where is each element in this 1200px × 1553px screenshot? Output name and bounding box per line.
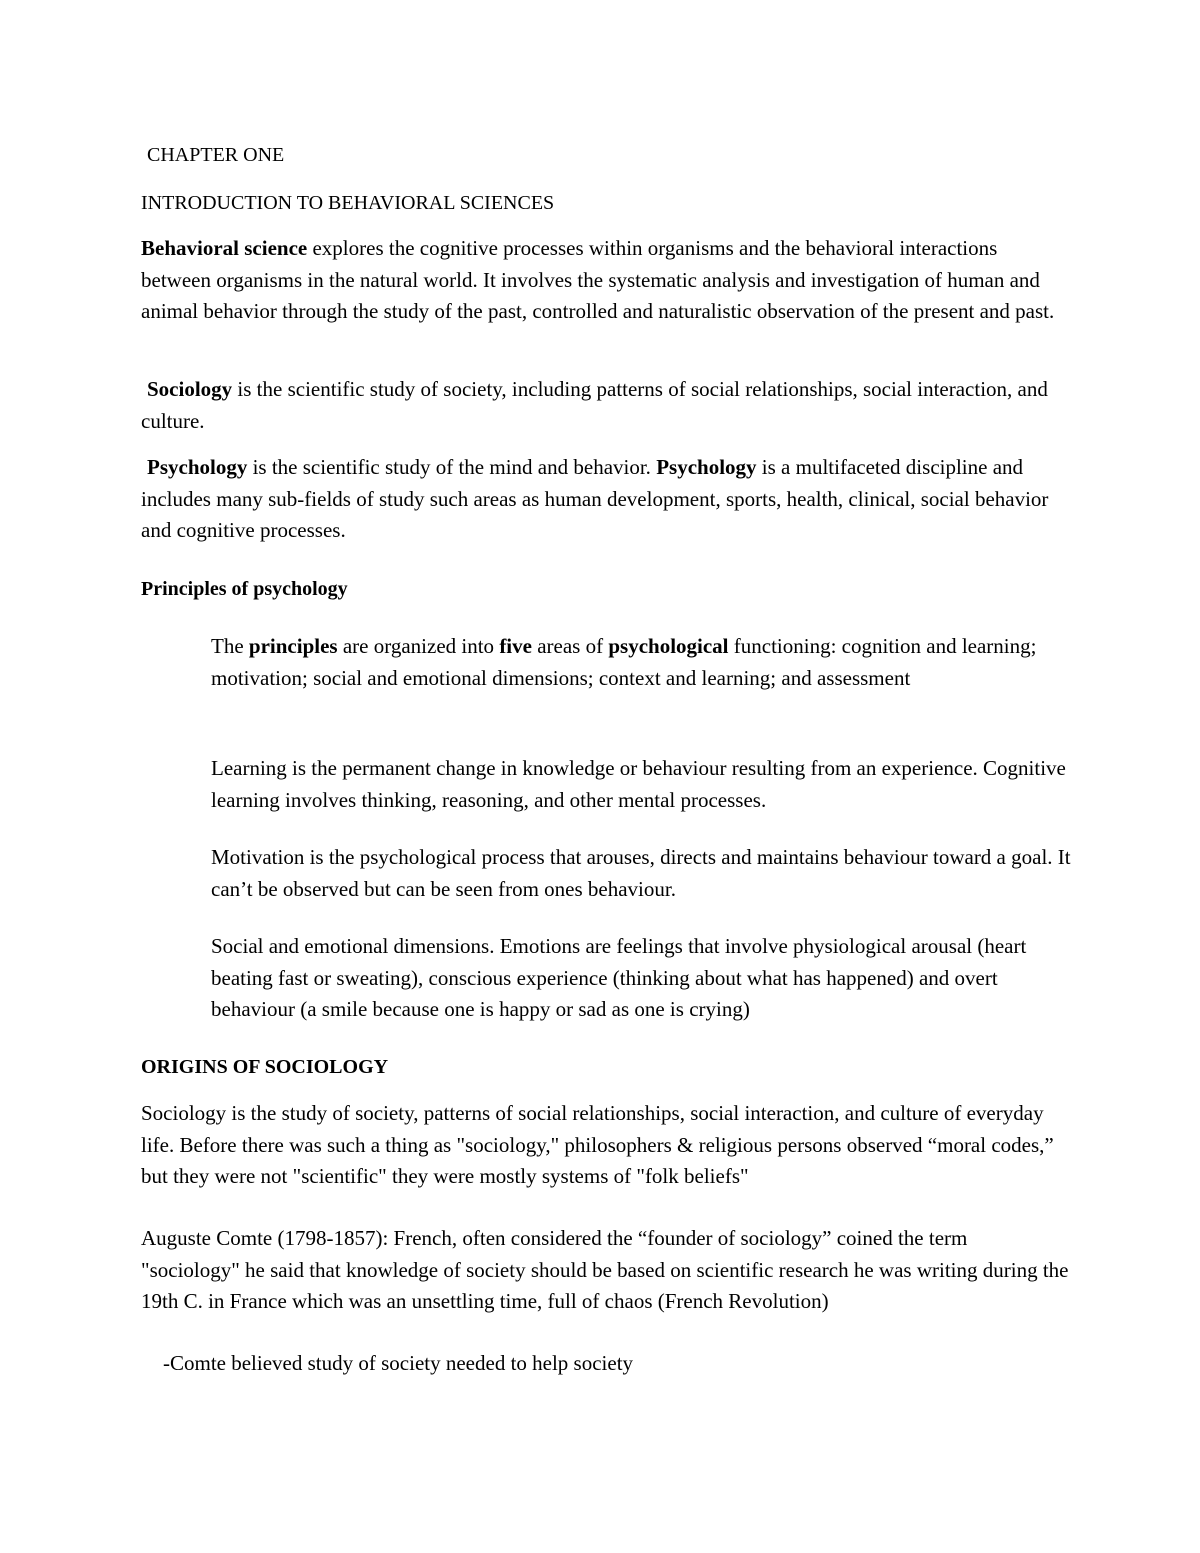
five-term: five: [499, 634, 532, 658]
principles-text-a: The: [211, 634, 249, 658]
behavioral-science-text: explores the cognitive processes within organisms and the behavioral interactions between organisms in the natural world. It involves the systematic analysis and investigation of human and animal behavior through the study of the past, controlled and naturalistic observation of the present and past.: [141, 236, 1055, 323]
psychological-term: psychological: [608, 634, 729, 658]
sociology-text: is the scientific study of society, including patterns of social relationships, social interaction, and culture.: [141, 377, 1048, 433]
psychology-text: is the scientific study of the mind and behavior.: [247, 455, 657, 479]
principles-heading: Principles of psychology: [141, 578, 348, 600]
principles-text-c: are organized into: [337, 634, 500, 658]
psychology-text-2: is a multifaceted discipline and includes many sub-fields of study such areas as human development, sports, health, clinical, social behavior and cognitive processes.: [141, 455, 1049, 542]
psychology-term: Psychology: [147, 455, 248, 479]
origins-heading: ORIGINS OF SOCIOLOGY: [141, 1056, 389, 1078]
social-emotional-paragraph: Social and emotional dimensions. Emotions are feelings that involve physiological arousal (heart beating fast or sweating), conscious experience (thinking about what has happened) and overt behaviour (a smile because one is happy or sad as one is crying): [211, 934, 1027, 1021]
chapter-title: INTRODUCTION TO BEHAVIORAL SCIENCES: [141, 192, 555, 214]
principles-text-g: functioning: cognition and learning; motivation; social and emotional dimensions; context and learning; and assessment: [211, 634, 1037, 690]
principles-text-e: areas of: [531, 634, 609, 658]
behavioral-science-paragraph: [141, 233, 1071, 328]
principles-term: principles: [248, 634, 338, 658]
origins-paragraph-3: -Comte believed study of society needed to help society: [163, 1351, 634, 1375]
psychology-paragraph: [141, 452, 1071, 547]
learning-paragraph: Learning is the permanent change in knowledge or behaviour resulting from an experience. Cognitive learning involves thinking, reasoning, and other mental processes.: [211, 756, 1066, 812]
chapter-label: CHAPTER ONE: [147, 144, 285, 166]
origins-paragraph-1: Sociology is the study of society, patterns of social relationships, social interaction, and culture of everyday life. Before there was such a thing as "sociology," philosophers & religious persons observed “moral codes,” but they were not "scientific" they were mostly systems of "folk beliefs": [141, 1101, 1054, 1188]
sociology-paragraph: [141, 374, 1071, 437]
sociology-term: Sociology: [147, 377, 233, 401]
principles-paragraph: [211, 631, 1071, 694]
origins-paragraph-2: Auguste Comte (1798-1857): French, often considered the “founder of sociology” coined the term "sociology" he said that knowledge of society should be based on scientific research he was writing during the 19th C. in France which was an unsettling time, full of chaos (French Revolution): [141, 1226, 1069, 1313]
behavioral-science-term: Behavioral science: [141, 236, 308, 260]
motivation-paragraph: Motivation is the psychological process that arouses, directs and maintains behaviour toward a goal. It can’t be observed but can be seen from ones behaviour.: [211, 845, 1071, 901]
psychology-term-2: Psychology: [656, 455, 757, 479]
